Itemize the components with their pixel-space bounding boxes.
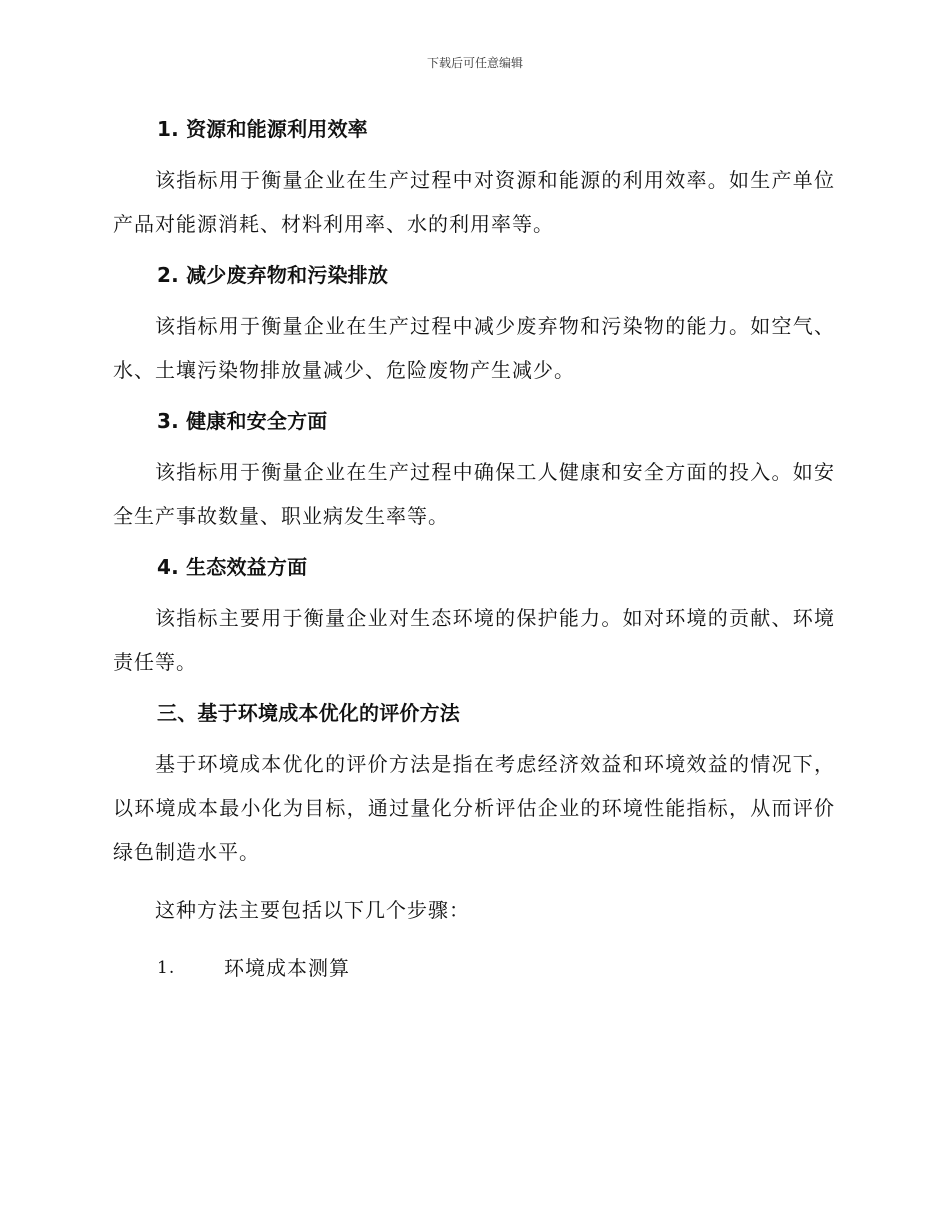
section-heading-3: 3. 健康和安全方面 bbox=[157, 409, 328, 433]
step-text: 环境成本测算 bbox=[224, 956, 350, 980]
section-body-4: 该指标主要用于衡量企业对生态环境的保护能力。如对环境的贡献、环境责任等。 bbox=[113, 606, 835, 674]
method-heading: 三、基于环境成本优化的评价方法 bbox=[157, 701, 460, 725]
header-note: 下载后可任意编辑 bbox=[426, 56, 523, 70]
section-heading-1: 1. 资源和能源利用效率 bbox=[157, 117, 368, 141]
step-item bbox=[113, 946, 835, 990]
section-body-3: 该指标用于衡量企业在生产过程中确保工人健康和安全方面的投入。如安全生产事故数量、职业病发生率等。 bbox=[113, 460, 835, 528]
method-body: 基于环境成本优化的评价方法是指在考虑经济效益和环境效益的情况下，以环境成本最小化为目标，通过量化分析评估企业的环境性能指标，从而评价绿色制造水平。 bbox=[113, 752, 835, 864]
section-heading-4: 4. 生态效益方面 bbox=[157, 555, 308, 579]
section-body-2: 该指标用于衡量企业在生产过程中减少废弃物和污染物的能力。如空气、水、土壤污染物排放量减少、危险废物产生减少。 bbox=[113, 314, 835, 382]
section-heading-2: 2. 减少废弃物和污染排放 bbox=[157, 263, 389, 287]
step-number: 1. bbox=[157, 958, 176, 978]
section-body-1: 该指标用于衡量企业在生产过程中对资源和能源的利用效率。如生产单位产品对能源消耗、材料利用率、水的利用率等。 bbox=[113, 168, 835, 236]
method-intro: 这种方法主要包括以下几个步骤： bbox=[155, 898, 470, 922]
document-content bbox=[113, 104, 835, 990]
